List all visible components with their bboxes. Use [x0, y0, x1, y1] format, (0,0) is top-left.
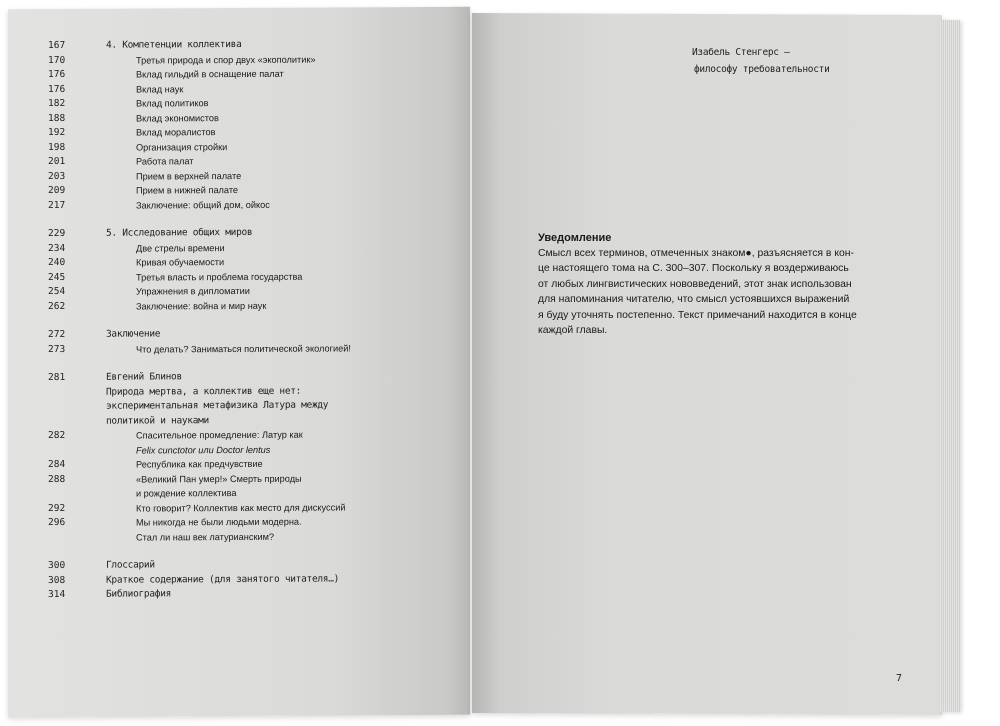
toc-title: Вклад экономистов — [136, 112, 219, 124]
toc-section-entry — [48, 586, 378, 602]
toc-page-number: 292 — [48, 502, 66, 514]
toc-page-number: 300 — [48, 559, 66, 572]
toc-title: Глоссарий — [106, 559, 155, 571]
toc-subentry — [48, 529, 378, 545]
toc-title: Заключение: общий дом, ойкос — [136, 199, 270, 211]
toc-page-number: 240 — [48, 256, 66, 269]
toc-title: Заключение — [106, 328, 161, 340]
toc-page-number: 308 — [48, 574, 66, 586]
toc-title: Что делать? Заниматься политической экологией! — [136, 342, 351, 355]
notice-title: Уведомление — [538, 232, 612, 244]
toc-title: Вклад политиков — [136, 98, 209, 109]
toc-page-number: 288 — [48, 473, 66, 485]
toc-page-number: 245 — [48, 271, 66, 283]
toc-page-number: 272 — [48, 328, 66, 341]
toc-title: «Великий Пан умер!» Смерть природы — [136, 473, 302, 485]
toc-subentry — [48, 341, 378, 357]
toc-page-number: 188 — [48, 112, 66, 124]
toc-title: Третья природа и спор двух «экополитик» — [136, 54, 316, 66]
toc-title: Вклад наук — [136, 83, 184, 95]
toc-page-number: 284 — [48, 458, 66, 471]
toc-title: Республика как предчувствие — [136, 458, 263, 470]
notice-line: Смысл всех терминов, отмеченных знаком●, разъясняется в кон- — [538, 248, 854, 259]
toc-title: Упражнения в дипломатии — [136, 285, 250, 297]
toc-title: 5. Исследование общих миров — [106, 226, 253, 239]
toc-title: Евгений Блинов — [106, 371, 182, 383]
toc-page-number: 296 — [48, 516, 66, 529]
notice-block — [538, 231, 898, 338]
toc-page-number: 167 — [48, 39, 66, 52]
toc-page-number: 192 — [48, 126, 66, 139]
toc-title: 4. Компетенции коллектива — [106, 38, 242, 51]
toc-title: Третья власть и проблема государства — [136, 271, 303, 283]
toc-page-number: 170 — [48, 54, 66, 66]
toc-title: Заключение: война и мир наук — [136, 300, 267, 312]
toc-page-number: 229 — [48, 227, 66, 240]
notice-line: от любых лингвистических нововведений, этот знак использован — [538, 278, 852, 290]
toc-page-number: 254 — [48, 285, 66, 298]
notice-line: каждой главы. — [538, 325, 608, 337]
toc-subentry — [48, 298, 378, 314]
toc-page-number: 273 — [48, 343, 66, 355]
toc-title: Природа мертва, а коллектив еще нет: — [106, 385, 302, 398]
toc-page-number: 176 — [48, 68, 66, 81]
toc-page-number: 281 — [48, 371, 66, 384]
toc-page-number: 203 — [48, 170, 66, 182]
toc-title: Библиография — [106, 588, 172, 600]
page-number: 7 — [896, 673, 903, 684]
table-of-contents — [48, 37, 378, 602]
toc-title: Прием в верхней палате — [136, 170, 242, 182]
toc-page-number: 198 — [48, 141, 66, 153]
toc-subentry — [48, 197, 378, 213]
dedication-header — [692, 44, 892, 78]
toc-page-number: 262 — [48, 300, 66, 312]
notice-line: це настоящего тома на С. 300–307. Поскольку я воздерживаюсь — [538, 263, 849, 275]
toc-title: экспериментальная метафизика Латура между — [106, 399, 329, 412]
dedication-line: философу требовательности — [694, 64, 830, 75]
toc-title: Прием в нижней палате — [136, 185, 239, 196]
notice-line: я буду уточнять постепенно. Текст примечаний находится в конце — [538, 309, 857, 321]
toc-page-number: 217 — [48, 199, 66, 211]
toc-title: Организация стройки — [136, 141, 228, 153]
toc-title: Вклад моралистов — [136, 127, 216, 138]
toc-title: Краткое содержание (для занятого читателя…) — [106, 572, 340, 586]
page-edges — [940, 20, 960, 712]
dedication-line: Изабель Стенгерс — — [692, 47, 790, 58]
toc-title: политикой и науками — [106, 414, 209, 427]
left-page — [8, 7, 470, 717]
toc-page-number: 201 — [48, 155, 66, 168]
toc-title: Felix cunctotor или Doctor lentus — [136, 444, 271, 456]
toc-page-number: 176 — [48, 83, 66, 95]
toc-title: Вклад гильдий в оснащение палат — [136, 68, 284, 80]
toc-page-number: 182 — [48, 97, 66, 110]
toc-title: Две стрелы времени — [136, 242, 225, 254]
toc-page-number: 209 — [48, 184, 66, 197]
toc-title: и рождение коллектива — [136, 488, 237, 499]
toc-title: Мы никогда не были людьми модерна. — [136, 516, 302, 528]
toc-title: Кто говорит? Коллектив как место для дискуссий — [136, 501, 346, 514]
notice-line: для напоминания читателю, что смысл устоявшихся выражений — [538, 294, 850, 306]
toc-title: Спасительное промедление: Латур как — [136, 429, 303, 441]
toc-page-number: 314 — [48, 588, 66, 601]
toc-title: Кривая обучаемости — [136, 257, 225, 268]
toc-title: Стал ли наш век латурианским? — [136, 531, 275, 543]
toc-title: Работа палат — [136, 156, 194, 167]
right-page — [472, 13, 942, 715]
toc-page-number: 234 — [48, 242, 66, 254]
toc-page-number: 282 — [48, 429, 66, 442]
